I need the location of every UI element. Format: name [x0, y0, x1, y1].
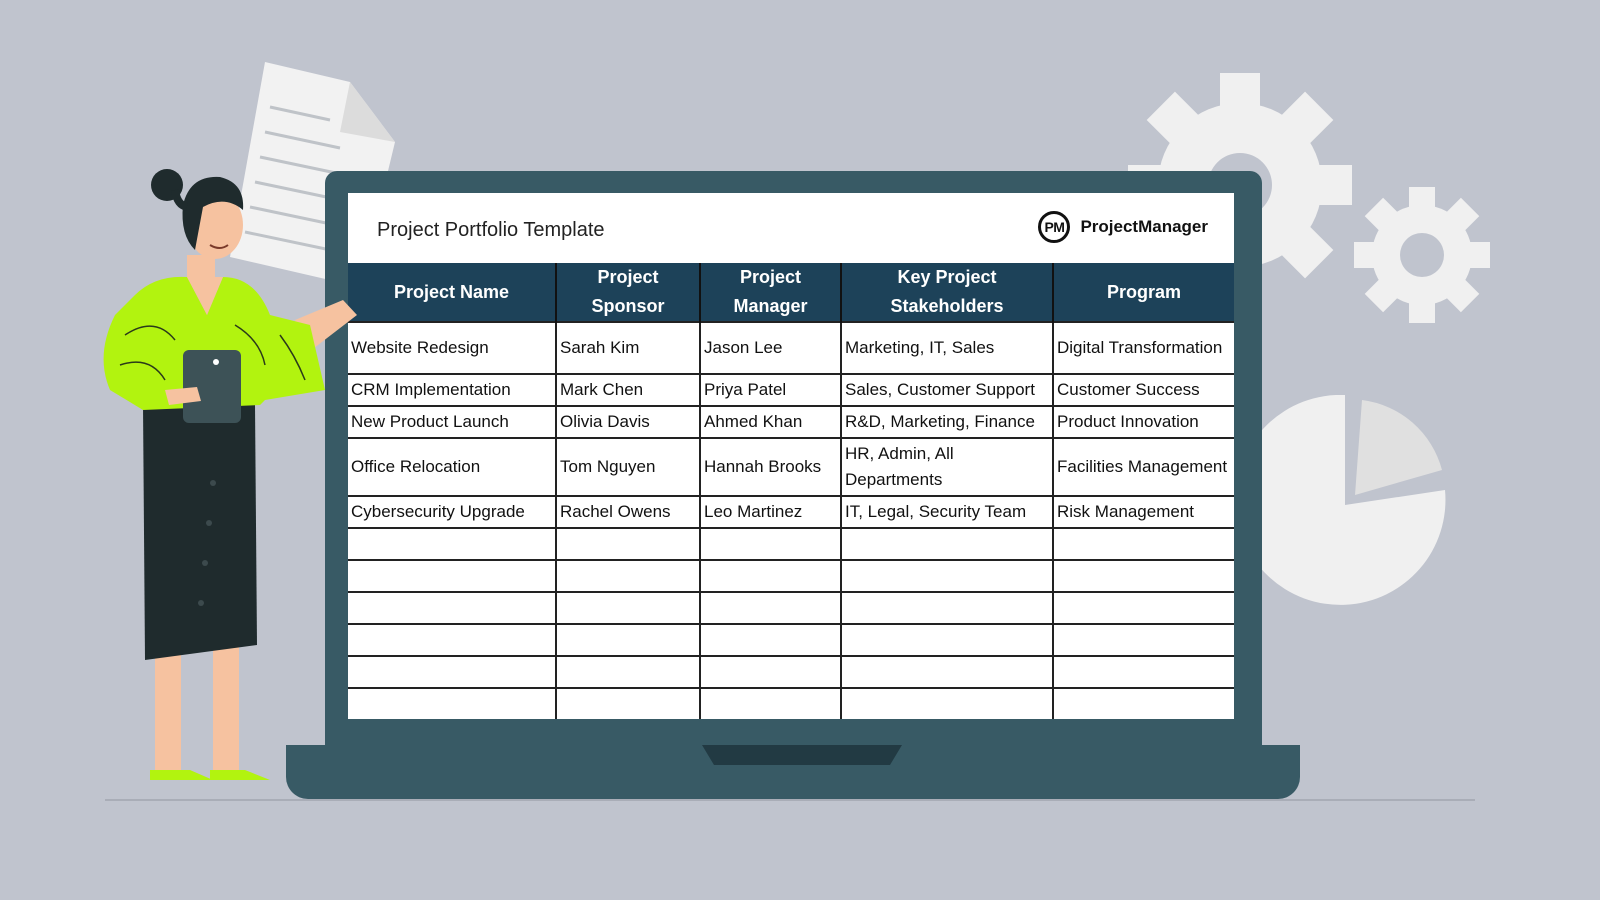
table-cell[interactable]: [348, 624, 556, 656]
table-cell[interactable]: Jason Lee: [700, 322, 841, 374]
table-cell[interactable]: Website Redesign: [348, 322, 556, 374]
table-cell[interactable]: [841, 656, 1053, 688]
brand-name: ProjectManager: [1080, 217, 1208, 236]
table-cell[interactable]: [1053, 592, 1234, 624]
table-row: [348, 438, 1234, 496]
table-cell[interactable]: Product Innovation: [1053, 406, 1234, 438]
table-cell[interactable]: [556, 528, 700, 560]
table-cell[interactable]: [700, 592, 841, 624]
table-cell[interactable]: [556, 592, 700, 624]
table-cell[interactable]: Marketing, IT, Sales: [841, 322, 1053, 374]
column-header: Project Manager: [700, 263, 841, 322]
table-row: [348, 496, 1234, 528]
table-cell[interactable]: [700, 624, 841, 656]
laptop-notch: [702, 745, 902, 765]
brand: [1038, 211, 1208, 243]
table-cell[interactable]: [348, 528, 556, 560]
table-cell[interactable]: Risk Management: [1053, 496, 1234, 528]
table-row: [348, 624, 1234, 656]
column-header: Project Sponsor: [556, 263, 700, 322]
table-cell[interactable]: [348, 560, 556, 592]
table-cell[interactable]: [556, 656, 700, 688]
table-cell[interactable]: Priya Patel: [700, 374, 841, 406]
table-row: [348, 560, 1234, 592]
table-cell[interactable]: [841, 528, 1053, 560]
table-cell[interactable]: [556, 688, 700, 719]
table-cell[interactable]: Sales, Customer Support: [841, 374, 1053, 406]
table-cell[interactable]: [556, 560, 700, 592]
table-cell[interactable]: Office Relocation: [348, 438, 556, 496]
pie-chart-icon: [1230, 395, 1470, 625]
table-cell[interactable]: Facilities Management: [1053, 438, 1234, 496]
table-cell[interactable]: [841, 688, 1053, 719]
table-cell[interactable]: Digital Transformation: [1053, 322, 1234, 374]
table-cell[interactable]: Cybersecurity Upgrade: [348, 496, 556, 528]
table-cell[interactable]: [700, 560, 841, 592]
table-cell[interactable]: [1053, 656, 1234, 688]
table-cell[interactable]: [700, 688, 841, 719]
table-row: [348, 528, 1234, 560]
table-cell[interactable]: Sarah Kim: [556, 322, 700, 374]
small-gear-icon: [1352, 185, 1492, 325]
table-cell[interactable]: Ahmed Khan: [700, 406, 841, 438]
column-header: Program: [1053, 263, 1234, 322]
table-cell[interactable]: [1053, 560, 1234, 592]
table-cell[interactable]: [841, 592, 1053, 624]
table-cell[interactable]: Hannah Brooks: [700, 438, 841, 496]
table-cell[interactable]: [841, 624, 1053, 656]
table-cell[interactable]: [348, 592, 556, 624]
table-cell[interactable]: Tom Nguyen: [556, 438, 700, 496]
table-cell[interactable]: [348, 688, 556, 719]
table-cell[interactable]: [1053, 528, 1234, 560]
table-row: [348, 322, 1234, 374]
table-cell[interactable]: New Product Launch: [348, 406, 556, 438]
table-row: [348, 688, 1234, 719]
table-cell[interactable]: [700, 528, 841, 560]
column-header: Key Project Stakeholders: [841, 263, 1053, 322]
table-cell[interactable]: [348, 656, 556, 688]
spreadsheet-screen: [348, 193, 1234, 719]
portfolio-table: [348, 263, 1234, 719]
screen-header: [348, 193, 1234, 263]
table-cell[interactable]: [841, 560, 1053, 592]
page-title: Project Portfolio Template: [377, 219, 605, 241]
table-cell[interactable]: CRM Implementation: [348, 374, 556, 406]
table-row: [348, 374, 1234, 406]
table-cell[interactable]: Leo Martinez: [700, 496, 841, 528]
table-row: [348, 592, 1234, 624]
table-header-row: [348, 263, 1234, 322]
table-cell[interactable]: Rachel Owens: [556, 496, 700, 528]
table-cell[interactable]: Customer Success: [1053, 374, 1234, 406]
laptop-base: [286, 745, 1300, 799]
woman-presenter-illustration: [95, 165, 365, 805]
table-cell[interactable]: IT, Legal, Security Team: [841, 496, 1053, 528]
table-cell[interactable]: Mark Chen: [556, 374, 700, 406]
table-row: [348, 656, 1234, 688]
table-cell[interactable]: [1053, 688, 1234, 719]
table-cell[interactable]: [700, 656, 841, 688]
pm-logo-icon: PM: [1038, 211, 1070, 243]
table-row: [348, 406, 1234, 438]
table-cell[interactable]: R&D, Marketing, Finance: [841, 406, 1053, 438]
table-cell[interactable]: [1053, 624, 1234, 656]
column-header: Project Name: [348, 263, 556, 322]
table-cell[interactable]: Olivia Davis: [556, 406, 700, 438]
table-cell[interactable]: [556, 624, 700, 656]
table-cell[interactable]: HR, Admin, All Departments: [841, 438, 1053, 496]
